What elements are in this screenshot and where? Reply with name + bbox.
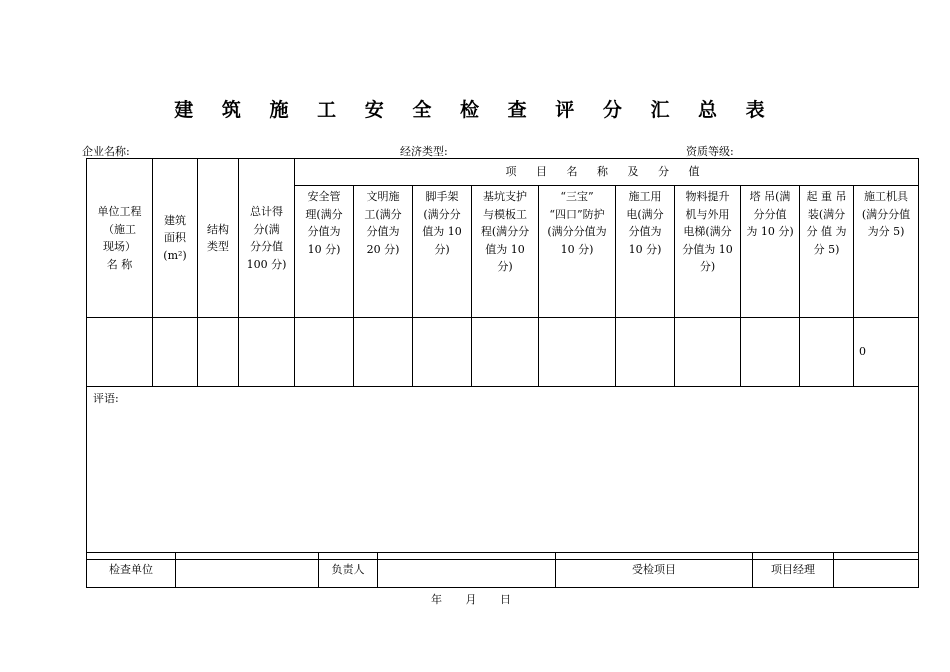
inspect-unit-value [176, 553, 319, 588]
construction-tools-header: 施工机具 (满分分值 为分 5) [854, 186, 919, 318]
civilized-construction-header: 文明施 工(满分 分值为 20 分) [354, 186, 413, 318]
construction-electricity-value [616, 318, 675, 387]
material-hoist-header: 物料提升 机与外用 电梯(满分 分值为 10 分) [675, 186, 741, 318]
civilized-construction-value [354, 318, 413, 387]
material-hoist-value [675, 318, 741, 387]
manager-value [834, 553, 919, 588]
date-line [431, 591, 523, 607]
safety-management-value [295, 318, 354, 387]
construction-tools-value: 0 [854, 318, 919, 387]
responsible-label: 负责人 [319, 553, 378, 588]
building-area-header: 建筑 面积 (m²) [153, 159, 198, 318]
inspect-unit-label: 检查单位 [87, 553, 176, 588]
foundation-pit-header: 基坑支护 与模板工 程(满分分 值为 10 分) [472, 186, 539, 318]
date-year: 年 [431, 593, 442, 606]
date-day: 日 [500, 593, 511, 606]
tower-crane-header: 塔 吊(满 分分值 为 10 分) [741, 186, 800, 318]
three-treasures-value [539, 318, 616, 387]
tower-crane-value [741, 318, 800, 387]
unit-project-header: 单位工程 （施工 现场） 名 称 [87, 159, 153, 318]
structure-type-value [198, 318, 239, 387]
total-score-value [239, 318, 295, 387]
summary-table [86, 158, 919, 560]
lifting-header: 起 重 吊 装(满分 分 值 为 分 5) [800, 186, 854, 318]
structure-type-header: 结构 类型 [198, 159, 239, 318]
date-month: 月 [465, 593, 477, 606]
scaffold-header: 脚手架 (满分分 值为 10 分) [413, 186, 472, 318]
company-name-label: 企业名称: [82, 145, 130, 158]
three-treasures-header: “三宝” “四口”防护 (满分分值为 10 分) [539, 186, 616, 318]
responsible-value [378, 553, 556, 588]
comments-area [87, 387, 919, 560]
lifting-value [800, 318, 854, 387]
total-score-header: 总计得 分(满 分分值 100 分) [239, 159, 295, 318]
construction-electricity-header: 施工用 电(满分 分值为 10 分) [616, 186, 675, 318]
foundation-pit-value [472, 318, 539, 387]
project-items-header: 项 目 名 称 及 分 值 [295, 159, 919, 186]
page-title: 建 筑 施 工 安 全 检 查 评 分 汇 总 表 [174, 99, 776, 121]
footer-table [86, 552, 919, 588]
building-area-value [153, 318, 198, 387]
economy-type-label: 经济类型: [400, 145, 448, 158]
manager-label: 项目经理 [753, 553, 834, 588]
unit-project-value [87, 318, 153, 387]
safety-management-header: 安全管 理(满分 分值为 10 分) [295, 186, 354, 318]
comments-label: 评语: [93, 392, 119, 405]
inspected-project-label: 受检项目 [556, 553, 753, 588]
scaffold-value [413, 318, 472, 387]
qualification-grade-label: 资质等级: [686, 145, 734, 158]
